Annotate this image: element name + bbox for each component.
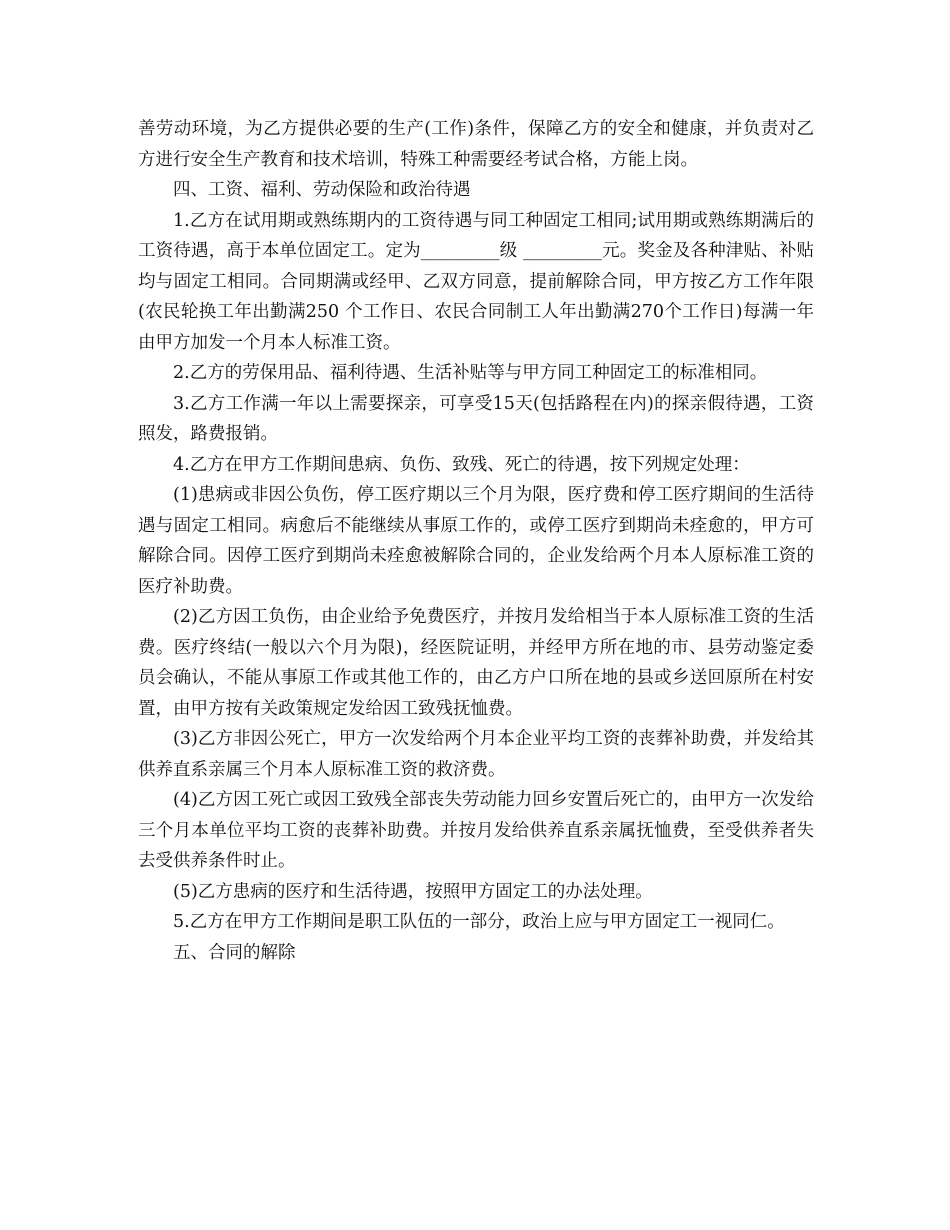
section-heading-five: 五、合同的解除 [173, 942, 296, 963]
paragraph-continuation: 善劳动环境，为乙方提供必要的生产(工作)条件，保障乙方的安全和健康，并负责对乙方进行安全生产教育和技术培训，特殊工种需要经考试合格，方能上岗。 [138, 119, 814, 170]
section-heading-four: 四、工资、福利、劳动保险和政治待遇 [173, 180, 471, 200]
paragraph-item-4: (4)乙方因工死亡或因工致残全部丧失劳动能力回乡安置后死亡的，由甲方一次发给三个月本单位平均工资的丧葬补助费。并按月发给供养直系亲属抚恤费，至受供养者失去受供养条件时止。 [138, 790, 814, 871]
paragraph-wage: 1.乙方在试用期或熟练期内的工资待遇与同工种固定工相同;试用期或熟练期满后的工资待遇，高于本单位固定工。定为_________级 _________元。奖金及各种津贴、补贴均与固定工相同。合同期满或经甲、乙双方同意，提前解除合同，甲方按乙方工作年限(农民轮换工年出勤满250 个工作日、农民合同制工人年出勤满270个工作日)每满一年由甲方加发一个月本人标准工资。 [138, 210, 814, 353]
paragraph-item-5: (5)乙方患病的医疗和生活待遇，按照甲方固定工的办法处理。 [173, 881, 653, 902]
document-page [138, 114, 814, 968]
paragraph-item-3: (3)乙方非因公死亡，甲方一次发给两个月本企业平均工资的丧葬补助费，并发给其供养直系亲属三个月本人原标准工资的救济费。 [138, 729, 814, 780]
paragraph-illness-injury: 4.乙方在甲方工作期间患病、负伤、致残、死亡的待遇，按下列规定处理： [173, 454, 750, 475]
paragraph-home-leave: 3.乙方工作满一年以上需要探亲，可享受15天(包括路程在内)的探亲假待遇，工资照发，路费报销。 [138, 393, 814, 444]
paragraph-political: 5.乙方在甲方工作期间是职工队伍的一部分，政治上应与甲方固定工一视同仁。 [173, 912, 785, 932]
paragraph-item-1: (1)患病或非因公负伤，停工医疗期以三个月为限，医疗费和停工医疗期间的生活待遇与固定工相同。病愈后不能继续从事原工作的，或停工医疗到期尚未痊愈的，甲方可解除合同。因停工医疗到期尚未痊愈被解除合同的，企业发给两个月本人原标准工资的医疗补助费。 [138, 485, 814, 597]
paragraph-item-2: (2)乙方因工负伤，由企业给予免费医疗，并按月发给相当于本人原标准工资的生活费。医疗终结(一般以六个月为限)，经医院证明，并经甲方所在地的市、县劳动鉴定委员会确认，不能从事原工作或其他工作的，由乙方户口所在地的县或乡送回原所在村安置，由甲方按有关政策规定发给因工致残抚恤费。 [138, 607, 814, 719]
paragraph-welfare: 2.乙方的劳保用品、福利待遇、生活补贴等与甲方同工种固定工的标准相同。 [173, 363, 768, 383]
